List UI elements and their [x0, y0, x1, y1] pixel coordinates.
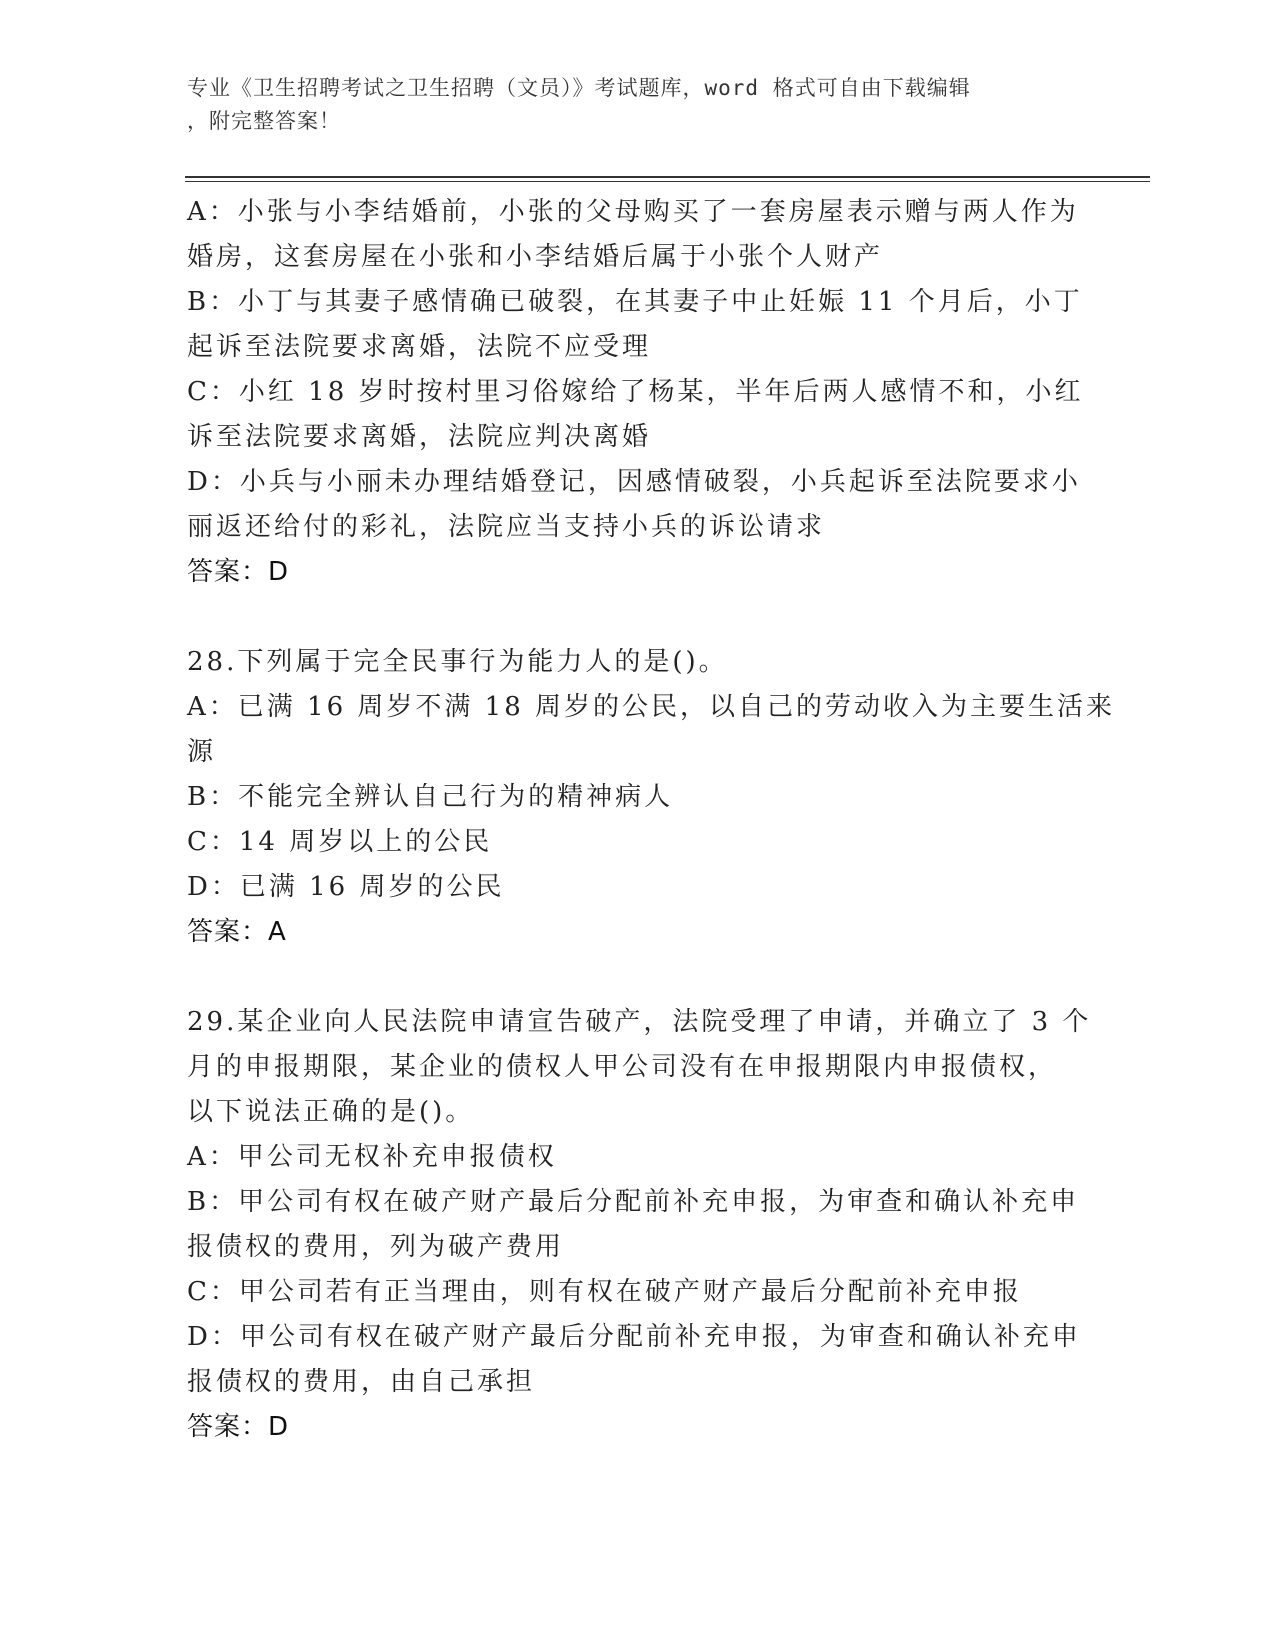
question-27-block [187, 190, 1084, 595]
question-28-block [187, 640, 1116, 955]
document-body [187, 190, 1116, 1450]
question-spacer [187, 595, 1067, 640]
q27-option-a-line-2: 婚房，这套房屋在小张和小李结婚后属于小张个人财产 [187, 242, 884, 272]
q28-option-a-line-1: A：已满 16 周岁不满 18 周岁的公民，以自己的劳动收入为主要生活来 [187, 692, 1116, 722]
header-line-1: 专业《卫生招聘考试之卫生招聘（文员）》考试题库，word 格式可自由下载编辑 [187, 76, 971, 100]
q27-option-b-line-1: B：小丁与其妻子感情确已破裂，在其妻子中止妊娠 11 个月后，小丁 [187, 287, 1083, 317]
q27-option-d-line-1: D：小兵与小丽未办理结婚登记，因感情破裂，小兵起诉至法院要求小 [187, 467, 1081, 497]
q29-answer: 答案：D [187, 1412, 290, 1442]
q27-option-c-line-2: 诉至法院要求离婚，法院应判决离婚 [187, 422, 652, 452]
q28-answer: 答案：A [187, 917, 287, 947]
q29-option-d-line-1: D：甲公司有权在破产财产最后分配前补充申报，为审查和确认补充申 [187, 1322, 1081, 1352]
q29-option-b-line-2: 报债权的费用，列为破产费用 [187, 1232, 565, 1262]
header-divider-thick [185, 176, 1150, 178]
q27-option-c-line-1: C：小红 18 岁时按村里习俗嫁给了杨某，半年后两人感情不和，小红 [187, 377, 1084, 407]
question-29-block [187, 1000, 1092, 1450]
q27-option-a-line-1: A：小张与小李结婚前，小张的父母购买了一套房屋表示赠与两人作为 [187, 197, 1079, 227]
document-header [187, 72, 1067, 138]
q29-option-c: C：甲公司若有正当理由，则有权在破产财产最后分配前补充申报 [187, 1277, 1022, 1307]
q27-option-d-line-2: 丽返还给付的彩礼，法院应当支持小兵的诉讼请求 [187, 512, 826, 542]
q29-stem-line-3: 以下说法正确的是()。 [187, 1097, 475, 1127]
q29-option-b-line-1: B：甲公司有权在破产财产最后分配前补充申报，为审查和确认补充申 [187, 1187, 1080, 1217]
header-divider-thin [185, 181, 1150, 182]
q27-answer: 答案：D [187, 557, 290, 587]
q29-option-d-line-2: 报债权的费用，由自己承担 [187, 1367, 536, 1397]
question-spacer [187, 955, 1067, 1000]
q29-stem-line-2: 月的申报期限，某企业的债权人甲公司没有在申报期限内申报债权， [187, 1052, 1058, 1082]
header-line-2: ，附完整答案！ [187, 109, 341, 133]
q28-option-c: C：14 周岁以上的公民 [187, 827, 493, 857]
q29-option-a: A：甲公司无权补充申报债权 [187, 1142, 557, 1172]
q28-option-d: D：已满 16 周岁的公民 [187, 872, 505, 902]
q28-option-b: B：不能完全辨认自己行为的精神病人 [187, 782, 674, 812]
q28-stem: 28.下列属于完全民事行为能力人的是()。 [187, 647, 728, 677]
q29-stem-line-1: 29.某企业向人民法院申请宣告破产，法院受理了申请，并确立了 3 个 [187, 1007, 1092, 1037]
q28-option-a-line-2: 源 [187, 737, 217, 767]
q27-option-b-line-2: 起诉至法院要求离婚，法院不应受理 [187, 332, 652, 362]
